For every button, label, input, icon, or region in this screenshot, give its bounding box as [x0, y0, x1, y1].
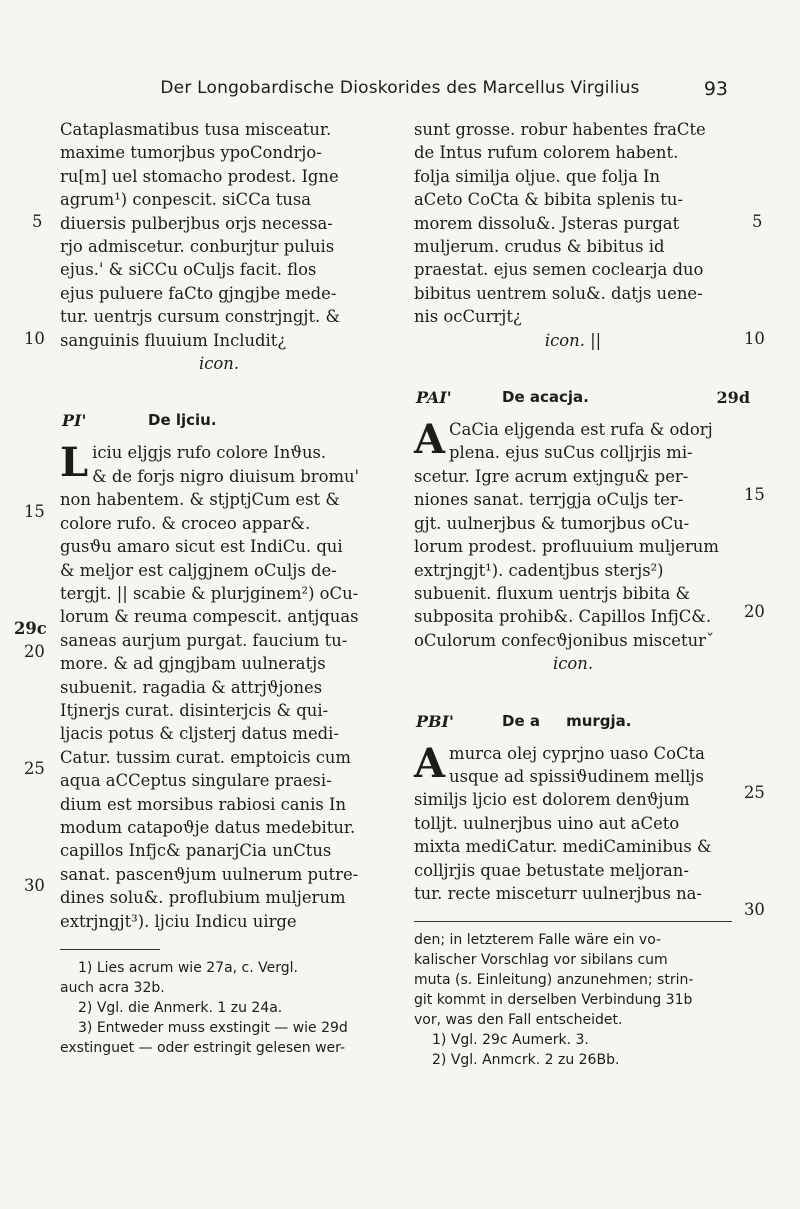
text-line: rjo admiscetur. conburjtur puluis: [60, 237, 335, 257]
text-line: aqua aCCeptus singulare praesi-: [60, 771, 332, 791]
text-line: maxime tumorjbus ypoCondrjo-: [60, 143, 322, 163]
text-line: sunt grosse. robur habentes fraCte: [414, 120, 706, 139]
text-line: dines solu&. proflubium muljerum: [60, 888, 346, 908]
footnote: 2) Vgl. Anmcrk. 2 zu 26Bb.: [432, 1052, 620, 1069]
text-line: Amurca olej cyprjno uaso CoCta: [414, 739, 705, 787]
folio-marker: 29c: [14, 619, 47, 638]
text-line: muljerum. crudus & bibitus id: [414, 237, 665, 257]
text-line: sanat. pascenϑjum uulnerum putre-: [60, 864, 359, 884]
right-footnotes: [414, 930, 732, 1070]
section-heading-pai: [414, 388, 750, 418]
text-line: more. & ad gjngjbam uulneratjs: [60, 654, 326, 674]
left-column: [60, 118, 378, 1058]
text-line: extrjngjt³). ljciu Indicu uirge: [60, 911, 297, 931]
text-line: Liciu eljgjs rufo colore Inϑus.: [60, 439, 327, 487]
text-line: lorum & reuma compescit. antjquas: [60, 607, 359, 627]
right-paragraph-2: [414, 418, 732, 675]
section-code: PAI': [416, 388, 452, 408]
icon-label: icon. ||: [544, 330, 602, 350]
footnote: 1) Lies acrum wie 27a, c. Vergl.: [78, 960, 298, 976]
text-line: agrum¹) conpescit. siCCa tusa: [60, 190, 312, 210]
text-line: diuersis pulberjbus orjs necessa-: [60, 213, 333, 233]
text-line: bibitus uentrem solu&. datjs uene-: [414, 283, 703, 303]
line-number: 15: [24, 502, 45, 521]
section-title: De ljciu.: [148, 411, 217, 430]
line-number: 25: [24, 759, 45, 778]
text-line: extrjngjt¹). cadentjbus sterjs²): [414, 560, 664, 580]
text-line: nis ocCurrjt¿: [414, 307, 522, 327]
line-number: 15: [744, 485, 765, 504]
footnote: 3) Entweder muss exstingit — wie 29d: [78, 1020, 348, 1036]
line-number: 30: [24, 876, 45, 895]
line-number: 10: [24, 329, 45, 348]
right-paragraph-1: [414, 118, 732, 352]
footnote: vor, was den Fall entscheidet.: [414, 1012, 623, 1029]
text-line: gusϑu amaro sicut est IndiCu. qui: [60, 537, 343, 557]
text-line: similjs ljcio est dolorem denϑjum: [414, 790, 690, 810]
icon-label: icon.: [198, 354, 240, 374]
text-line: ljacis potus & cljsterj datus medi-: [60, 724, 339, 744]
text-line: A CaCia eljgenda est rufa & odorj: [414, 416, 713, 464]
text-line: colljrjis quae betustate meljoran-: [414, 860, 689, 880]
text-line: colore rufo. & croceo appar&.: [60, 513, 311, 533]
line-number: 5: [32, 212, 43, 231]
footnote-rule: [414, 921, 732, 922]
text-line: Cataplasmatibus tusa misceatur.: [60, 120, 332, 139]
text-line: capillos Infjc& panarjCia unCtus: [60, 841, 332, 861]
line-number: 25: [744, 783, 765, 802]
text-line: niones sanat. terrjgja oCulјs ter-: [414, 490, 684, 510]
page-number: 93: [703, 78, 728, 100]
line-number: 10: [744, 329, 765, 348]
line-number: 20: [744, 602, 765, 621]
icon-label: icon.: [552, 654, 594, 674]
section-code: PI': [62, 411, 87, 431]
text-line: subuenit. fluxum uentrjs bibita &: [414, 583, 691, 603]
text-line: ejus.' & siCCu oCulјs facit. flos: [60, 260, 317, 280]
footnote: den; in letzterem Falle wäre ein vo-: [414, 932, 662, 949]
footnote: kalischer Vorschlag vor sibilans cum: [414, 952, 668, 969]
footnote: muta (s. Einleitung) anzunehmen; strin-: [414, 972, 694, 989]
running-title: Der Longobardische Dioskorides des Marcellus Virgilius: [160, 78, 640, 98]
text-line: gjt. uulnerjbus & tumorjbus oCu-: [414, 513, 690, 533]
left-paragraph-1: [60, 118, 378, 375]
right-column: [414, 118, 750, 1070]
text-line: Itjnerjs curat. disinterjcis & qui-: [60, 700, 329, 720]
section-title: De a murgja.: [502, 711, 632, 730]
text-line: aCeto CoCta & bibita splenis tu-: [414, 190, 683, 210]
text-line: oCulorum confecϑjonibus misceturˇ: [414, 630, 715, 650]
line-number: 20: [24, 642, 45, 661]
text-line: modum catapoϑje datus medebitur.: [60, 817, 356, 837]
line-number: 30: [744, 900, 765, 919]
text-line: de Intus rufum colorem habent.: [414, 143, 679, 163]
text-line: Catur. tussim curat. emptoicis cum: [60, 747, 351, 767]
footnote: exstinguet — oder estringit gelesen wer-: [60, 1040, 346, 1056]
text-line: subposita prohib&. Capillos InfjC&.: [414, 607, 712, 627]
text-line: saneas aurjum purgat. faucium tu-: [60, 630, 348, 650]
text-line: sanguinis fluuium Includit¿: [60, 330, 287, 350]
text-line: & meljor est caljgjnem oCulјs de-: [60, 560, 337, 580]
right-paragraph-3: [414, 739, 732, 906]
footnote: git kommt in derselben Verbindung 31b: [414, 992, 693, 1009]
section-heading-pbi: [414, 712, 732, 742]
footnote-rule: [60, 949, 160, 950]
section-code: PBI': [416, 711, 454, 731]
text-line: tur. uentrjs cursum constrjngjt. &: [60, 307, 341, 327]
text-line: & de forjs nigro diuisum bromu': [92, 466, 360, 486]
text-line: tergjt. || scabie & plurjginem²) oCu-: [60, 583, 359, 603]
footnote: auch acra 32b.: [60, 980, 165, 996]
text-line: non habentem. & stjptjCum est &: [60, 490, 340, 510]
text-line: subuenit. ragadia & attrjϑjones: [60, 677, 323, 697]
text-line: mixta mediCatur. mediCaminibus &: [414, 837, 712, 857]
drop-initial: L: [60, 439, 89, 487]
section-heading-pi: [60, 411, 378, 441]
left-paragraph-2: [60, 441, 378, 933]
text-line: praestat. ejus semen coclearja duo: [414, 260, 704, 280]
drop-initial: A: [414, 739, 446, 787]
left-footnotes: [60, 958, 378, 1058]
text-line: tur. recte misceturr uulnerjbus na-: [414, 883, 702, 903]
section-title: De acacja.: [502, 388, 589, 407]
running-header: [72, 78, 728, 108]
footnote: 2) Vgl. die Anmerk. 1 zu 24a.: [78, 1000, 283, 1016]
text-line: dium est morsibus rabiosi canis In: [60, 794, 346, 814]
text-line: lorum prodest. profluuium muljerum: [414, 537, 719, 557]
text-line: tolljt. uulnerjbus uino aut aCeto: [414, 813, 680, 833]
drop-initial: A: [414, 416, 446, 464]
text-line: usque ad spissiϑudinem melljs: [449, 766, 704, 786]
text-line: folja similja oljue. que folja In: [414, 166, 661, 186]
footnote: 1) Vgl. 29c Aumerk. 3.: [432, 1032, 589, 1049]
line-number: 5: [752, 212, 763, 231]
folio-marker: 29d: [716, 388, 750, 408]
text-line: ejus puluere faCto gjngjbe mede-: [60, 283, 337, 303]
text-line: plena. ejus suCus colljrjis mi-: [449, 443, 693, 463]
text-line: morem dissolu&. Jsteras purgat: [414, 213, 680, 233]
text-line: scetur. Igre acrum extjngu& per-: [414, 466, 689, 486]
text-line: ru[m] uel stomacho prodest. Igne: [60, 166, 339, 186]
